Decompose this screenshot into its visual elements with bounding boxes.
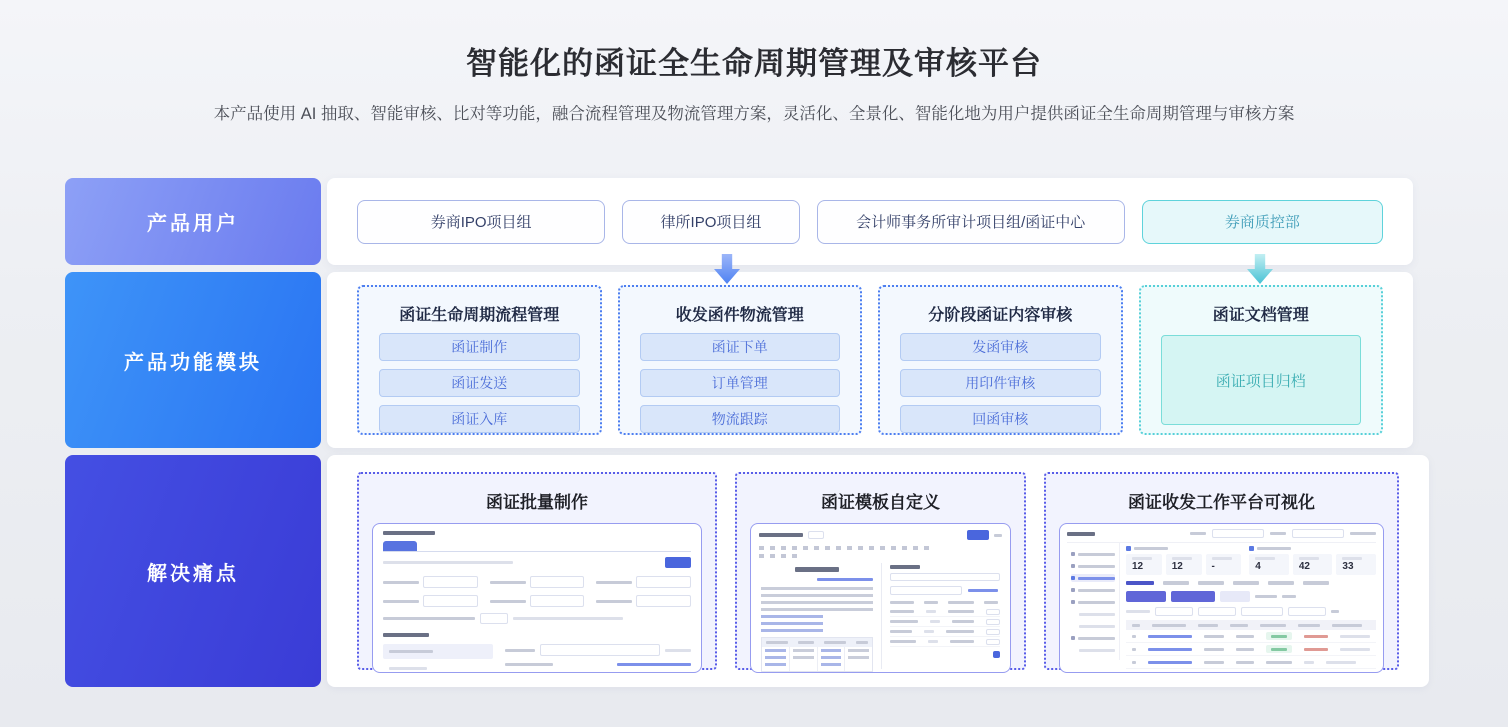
page-title: 智能化的函证全生命周期管理及审核平台 (466, 46, 1042, 81)
painpoint-title: 函证模板自定义 (821, 493, 940, 512)
dashboard-screenshot (1059, 523, 1384, 673)
painpoint-title: 函证收发工作平台可视化 (1128, 493, 1315, 512)
row-product-users (65, 178, 1413, 265)
user-chip-broker-qc[interactable]: 券商质控部 (1142, 200, 1383, 244)
mock-stat-groups (1126, 546, 1376, 575)
module-group-title: 分阶段函证内容审核 (928, 307, 1073, 324)
mock-top-bar (1067, 529, 1376, 543)
archive-box: 函证项目归档 (1161, 335, 1362, 425)
module-item-button[interactable]: 用印件审核 (900, 369, 1101, 397)
painpoint-group-batch (357, 472, 717, 670)
users-panel (327, 178, 1413, 265)
user-chip-accounting-audit[interactable]: 会计师事务所审计项目组/函证中心 (817, 200, 1125, 244)
painpoints-panel (327, 455, 1429, 687)
stat-value: 4 (1255, 561, 1261, 572)
mock-data-table (1126, 620, 1376, 673)
stat-value: 33 (1342, 561, 1354, 572)
mock-variables-panel (882, 563, 1002, 669)
painpoint-group-template (735, 472, 1026, 670)
mock-toolbar (759, 546, 934, 550)
module-item-button[interactable]: 发函审核 (900, 333, 1101, 361)
modules-panel (327, 272, 1413, 448)
row-label-modules: 产品功能模块 (65, 272, 321, 448)
mock-form-fields (383, 576, 691, 607)
module-item-button[interactable]: 订单管理 (640, 369, 841, 397)
mock-primary-button (967, 530, 989, 540)
mock-action-buttons (1126, 591, 1376, 602)
mock-sidebar (1067, 543, 1120, 660)
mock-tabs (1126, 581, 1376, 585)
module-group-review (878, 285, 1123, 435)
stat-value: 12 (1171, 561, 1183, 572)
module-group-logistics (618, 285, 863, 435)
diagram-body (65, 178, 1413, 687)
user-chip-lawfirm-ipo[interactable]: 律所IPO项目组 (622, 200, 799, 244)
mock-primary-button (665, 557, 691, 568)
module-item-button[interactable]: 函证入库 (379, 405, 580, 433)
module-group-docs (1139, 285, 1384, 435)
stat-value: 42 (1298, 561, 1310, 572)
module-item-button[interactable]: 函证下单 (640, 333, 841, 361)
row-label-painpoints: 解决痛点 (65, 455, 321, 687)
row-pain-points (65, 455, 1413, 687)
module-group-title: 收发函件物流管理 (675, 307, 804, 324)
row-label-users: 产品用户 (65, 178, 321, 265)
user-chip-broker-ipo[interactable]: 券商IPO项目组 (357, 200, 605, 244)
module-item-button[interactable]: 函证制作 (379, 333, 580, 361)
module-item-button[interactable]: 函证发送 (379, 369, 580, 397)
mock-tab-bar (383, 541, 691, 552)
module-group-title: 函证生命周期流程管理 (399, 307, 560, 324)
mock-doc-table (761, 637, 873, 672)
module-group-lifecycle (357, 285, 602, 435)
mock-document-page (759, 563, 882, 669)
stat-value: 12 (1132, 561, 1144, 572)
mock-filter-row (1126, 607, 1376, 616)
editor-screenshot (750, 523, 1011, 673)
row-function-modules (65, 272, 1413, 448)
module-item-button[interactable]: 回函审核 (900, 405, 1101, 433)
painpoint-group-dashboard (1044, 472, 1399, 670)
module-item-button[interactable]: 物流跟踪 (640, 405, 841, 433)
mock-side-menu (383, 644, 493, 673)
form-screenshot (372, 523, 702, 673)
page-subtitle: 本产品使用 AI 抽取、智能审核、比对等功能，融合流程管理及物流管理方案，灵活化、全景化、智能化地为用户提供函证全生命周期管理与审核方案 (213, 105, 1295, 123)
painpoint-title: 函证批量制作 (486, 493, 588, 512)
stat-value: - (1211, 561, 1215, 572)
module-group-title: 函证文档管理 (1212, 307, 1309, 324)
